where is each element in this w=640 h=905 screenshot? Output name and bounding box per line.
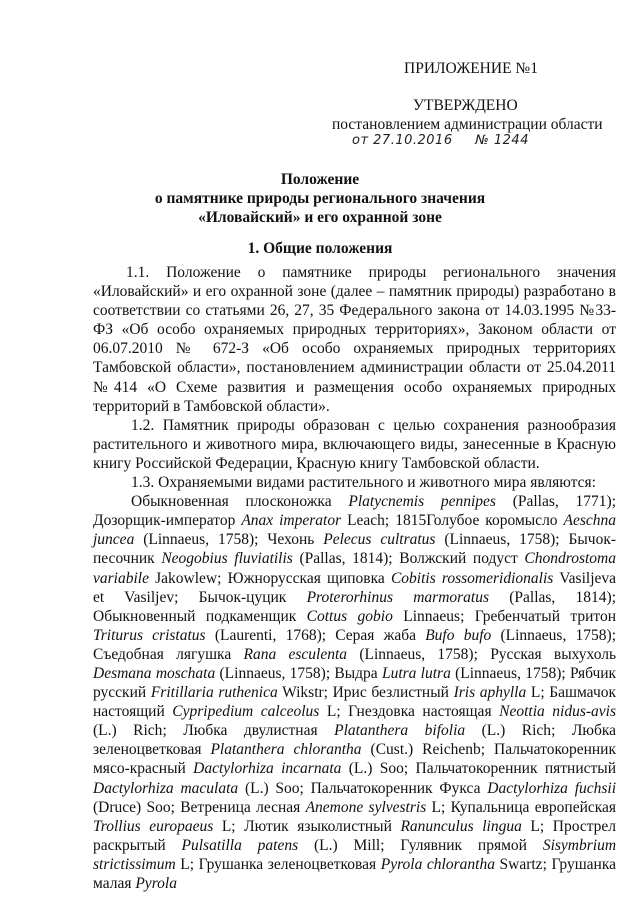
- paragraph-1-3: 1.3. Охраняемыми видами растительного и животного мира являются:: [131, 474, 596, 492]
- species-latin-name: Neogobius fluviatilis: [161, 550, 293, 568]
- species-latin-name: Cobitis rossomeridionalis: [390, 569, 554, 587]
- species-author: (Linnaeus, 1758): [359, 645, 474, 663]
- species-common-name: Гребенчатый тритон: [474, 607, 617, 625]
- species-common-name: Грушанка малая: [93, 855, 617, 892]
- species-common-name: Ветреница лесная: [180, 798, 301, 816]
- species-common-name: Южнорусская щиповка: [227, 569, 385, 587]
- species-author: (Linnaeus, 1758): [455, 664, 562, 682]
- species-latin-name: Pyrola chlorantha: [380, 855, 495, 873]
- species-common-name: Обыкновенная плосконожка: [131, 493, 332, 511]
- species-common-name: Пальчатокоренник мясо-красный: [93, 741, 616, 778]
- species-common-name: Рябчик русский: [93, 664, 617, 702]
- species-latin-name: Fritillaria ruthenica: [150, 684, 278, 702]
- paragraph-1-1: 1.1. Положение о памятнике природы регионального значения «Иловайский» и его охранной зоне (далее – памятник природы) разработано в соответствии со статьями 26, 27, 35 Федерального закона от 14.03.1995 №33-ФЗ «Об особо охраняемых природных территориях», Законом области от 06.07.2010 № 672-З «Об особо охраняемых природных территориях Тамбовской области», постановлением администрации области от 25.04.2011 №414 «О Схеме развития и размещения особо охраняемых природных территорий в Тамбовской области».: [93, 264, 616, 415]
- species-author: (Pallas, 1814): [509, 588, 612, 606]
- species-entry: [335, 627, 611, 644]
- species-latin-name: Neottia nidus-avis: [499, 703, 617, 721]
- species-common-name: Дозорщик-император: [93, 512, 236, 530]
- species-author: Leach: [347, 512, 385, 530]
- species-common-name: Обыкновенный подкаменщик: [93, 607, 297, 625]
- resolution-line: постановлением администрации области: [332, 116, 603, 133]
- species-entry: [334, 665, 561, 682]
- species-common-name: Бычок-цуцик: [198, 588, 287, 606]
- species-common-name: Серая жаба: [335, 626, 416, 644]
- species-author: L: [530, 684, 541, 702]
- species-latin-name: Platycnemis pennipes: [348, 493, 496, 511]
- species-author: (L.) Soo: [348, 760, 404, 778]
- species-author: (Linnaeus, 1758): [143, 531, 255, 549]
- species-author: (L.) Mill: [313, 836, 381, 854]
- paragraph-1-2: 1.2. Памятник природы образован с целью сохранения разнообразия растительного и животного мира, включающего виды, занесенные в Красную книгу Российской Федерации, Красную книгу Тамбовской области.: [93, 416, 616, 472]
- species-common-name: Башмачок настоящий: [93, 684, 617, 721]
- species-latin-name: Cottus gobio: [306, 607, 393, 625]
- handwritten-number: № 1244: [475, 133, 529, 148]
- species-latin-name: Platanthera bifolia: [334, 722, 466, 740]
- species-common-name: 1815Голубое коромысло: [395, 512, 558, 530]
- species-common-name: Ирис безлистный: [332, 684, 449, 702]
- species-common-name: Русская выхухоль: [490, 645, 617, 663]
- title-line-2: о памятнике природы регионального значения: [154, 190, 486, 207]
- species-latin-name: Triturus cristatus: [93, 626, 206, 644]
- species-entry: [93, 646, 474, 663]
- species-latin-name: Iris aphylla: [453, 684, 527, 702]
- species-latin-name: Trollius europaeus: [93, 817, 214, 835]
- section-heading: 1. Общие положения: [247, 240, 393, 257]
- species-author: Vasiljeva et Vasiljev: [93, 569, 617, 606]
- title-line-3: «Иловайский» и его охранной зоне: [198, 209, 442, 226]
- species-common-name: Чехонь: [267, 531, 315, 549]
- species-latin-name: Chondrostoma variabile: [93, 550, 616, 587]
- species-latin-name: Dactylorhiza maculata: [93, 779, 239, 797]
- species-latin-name: Desmana moschata: [93, 664, 216, 682]
- species-author: L: [530, 817, 540, 835]
- species-author: Swartz: [499, 855, 543, 873]
- species-author: (Pallas, 1771): [512, 493, 612, 511]
- species-author: (Linnaeus, 1758): [219, 664, 326, 682]
- species-author: (Cust.) Reichenb: [370, 741, 481, 759]
- species-common-name: Гулявник прямой: [400, 836, 527, 854]
- species-entry: [267, 531, 555, 548]
- species-common-name: Прострел раскрытый: [93, 817, 617, 854]
- species-author: L: [221, 817, 232, 835]
- species-latin-name: Dactylorhiza incarnata: [193, 760, 342, 778]
- species-common-name: Любка двулистная: [183, 722, 318, 740]
- species-common-name: Купальница европейская: [450, 798, 617, 816]
- species-author: (L.) Rich: [481, 722, 552, 740]
- species-author: (Laurenti, 1768): [214, 626, 322, 644]
- species-common-name: Грушанка зеленоцветковая: [198, 855, 377, 873]
- species-entry: [333, 684, 541, 701]
- handwritten-date-number: [352, 133, 529, 148]
- species-author: Wikstr: [282, 684, 324, 702]
- species-author: Linnaeus: [403, 607, 461, 625]
- species-latin-name: Anemone sylvestris: [305, 798, 427, 816]
- species-author: (L.) Rich: [93, 722, 163, 740]
- species-common-name: Бычок-песочник: [93, 531, 617, 568]
- species-common-name: Выдра: [334, 664, 378, 682]
- species-common-name: Любка зеленоцветковая: [93, 722, 617, 759]
- species-entry: [183, 722, 551, 739]
- species-latin-name: Bufo bufo: [425, 626, 492, 644]
- species-entry: [199, 856, 543, 873]
- species-latin-name: Dactylorhiza fuchsii: [487, 779, 617, 797]
- species-common-name: Волжский подуст: [399, 550, 518, 568]
- species-entry: [93, 608, 460, 625]
- species-common-name: Лютик языколистный: [244, 817, 392, 835]
- species-common-name: Съедобная лягушка: [93, 645, 232, 663]
- species-author: Jakowlew: [155, 569, 218, 587]
- species-list: Обыкновенная плосконожка Platycnemis pennipes (Pallas, 1771); Дозорщик-император Anax imperator Leach; 1815Голубое коромысло Aeschna juncea (Linnaeus, 1758); Чехонь Pelecus cultratus (Linnaeus, 1758); Бычок-песочник Neogobius fluviatilis (Pallas, 1814); Волжский подуст Chondrostoma variabile Jakowlew; Южнорусская щиповка Cobitis rossomeridionalis Vasiljeva et Vasiljev; Бычок-цуцик Proterorhinus marmoratus (Pallas, 1814); Обыкновенный подкаменщик Cottus gobio Linnaeus; Гребенчатый тритон Triturus cristatus (Laurenti, 1768); Серая жаба Bufo bufo (Linnaeus, 1758); Съедобная лягушка Rana esculenta (Linnaeus, 1758); Русская выхухоль Desmana moschata (Linnaeus, 1758); Выдра Lutra lutra (Linnaeus, 1758); Рябчик русский Fritillaria ruthenica Wikstr; Ирис безлистный Iris aphylla L; Башмачок настоящий Cypripedium calceolus L; Гнездовка настоящая Neottia nidus-avis (L.) Rich; Любка двулистная Platanthera bifolia (L.) Rich; Любка зеленоцветковая Platanthera chlorantha (Cust.) Reichenb; Пальчатокоренник мясо-красный Dactylorhiza incarnata (L.) Soo; Пальчатокоренник пятнистый Dactylorhiza maculata (L.) Soo; Пальчатокоренник Фукса Dactylorhiza fuchsii (Druce) Soo; Ветреница лесная Anemone sylvestris L; Купальница европейская Trollius europaeus L; Лютик языколистный Ranunculus lingua L; Прострел раскрытый Pulsatilla patens (L.) Mill; Гулявник прямой Sisymbrium strictissimum L; Грушанка зеленоцветковая Pyrola chlorantha Swartz; Грушанка малая Pyrola: [93, 493, 617, 892]
- appendix-label: ПРИЛОЖЕНИЕ №1: [404, 60, 538, 77]
- species-latin-name: Sisymbrium strictissimum: [93, 836, 617, 873]
- species-latin-name: Proterorhinus marmoratus: [306, 588, 490, 606]
- species-author: (Pallas, 1814): [299, 550, 389, 568]
- species-entry: [244, 818, 540, 835]
- species-latin-name: Aeschna juncea: [93, 512, 617, 549]
- species-latin-name: Pyrola: [135, 875, 177, 892]
- species-author: L: [180, 855, 190, 873]
- species-entry: [180, 799, 441, 816]
- document-title: [60, 170, 580, 227]
- title-line-1: Положение: [280, 171, 360, 188]
- species-entry: [131, 493, 612, 510]
- species-author: L: [431, 798, 441, 816]
- species-entry: [93, 512, 385, 529]
- document-body: [93, 263, 616, 893]
- species-latin-name: Platanthera chlorantha: [210, 741, 362, 759]
- species-common-name: Пальчатокоренник Фукса: [310, 779, 481, 797]
- species-latin-name: Pelecus cultratus: [323, 531, 436, 549]
- approved-label: УТВЕРЖДЕНО: [413, 97, 518, 114]
- species-common-name: Гнездовка настоящая: [348, 703, 492, 721]
- species-author: L: [326, 703, 337, 721]
- species-latin-name: Ranunculus lingua: [400, 817, 522, 835]
- species-author: (L.) Soo: [244, 779, 300, 797]
- species-latin-name: Cypripedium calceolus: [172, 703, 320, 721]
- species-author: (Linnaeus, 1758): [444, 531, 556, 549]
- species-latin-name: Pulsatilla patens: [181, 836, 299, 854]
- species-latin-name: Lutra lutra: [381, 664, 451, 682]
- species-entry: [199, 589, 612, 606]
- handwritten-date: от 27.10.2016: [352, 133, 453, 148]
- species-author: (Linnaeus, 1758): [500, 626, 612, 644]
- species-latin-name: Rana esculenta: [243, 645, 348, 663]
- species-common-name: Пальчатокоренник пятнистый: [415, 760, 617, 778]
- species-author: (Druce) Soo: [93, 798, 171, 816]
- species-latin-name: Anax imperator: [241, 512, 342, 530]
